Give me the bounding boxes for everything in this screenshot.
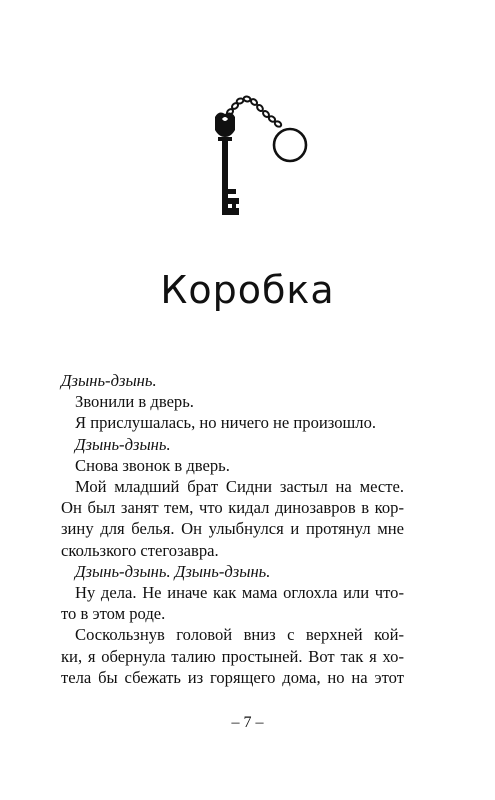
chapter-title: Коробка [160,268,335,312]
text-line: Я прислушалась, но ничего не произошло. [75,413,377,433]
text-line: Он был занят тем, что кидал динозавров в кор- [61,498,404,518]
text-line: ки, я обернула талию простыней. Вот так я хо- [61,646,404,666]
text-line: Звонили в дверь. [75,392,194,412]
text-line: Соскользнув головой вниз с верхней кой- [75,625,404,645]
body-text [61,370,404,688]
text-line: Ну дела. Не иначе как мама оглохла или что- [75,583,404,603]
text-line: Дзынь-дзынь. [75,434,171,454]
text-line: Дзынь-дзынь. Дзынь-дзынь. [75,561,271,581]
text-line: то в этом роде. [61,604,166,624]
text-line: тела бы сбежать из горящего дома, но на этот [61,667,404,687]
text-line: Дзынь-дзынь. [61,371,157,390]
page-number: – 7 – [231,714,264,731]
text-line: Снова звонок в дверь. [75,455,230,475]
key-with-ring-icon [205,92,317,220]
text-line: Мой младший брат Сидни застыл на месте. [75,477,404,497]
text-line: зину для белья. Он улыбнулся и протянул мне [61,519,404,539]
text-line: скользкого стегозавра. [61,540,219,560]
